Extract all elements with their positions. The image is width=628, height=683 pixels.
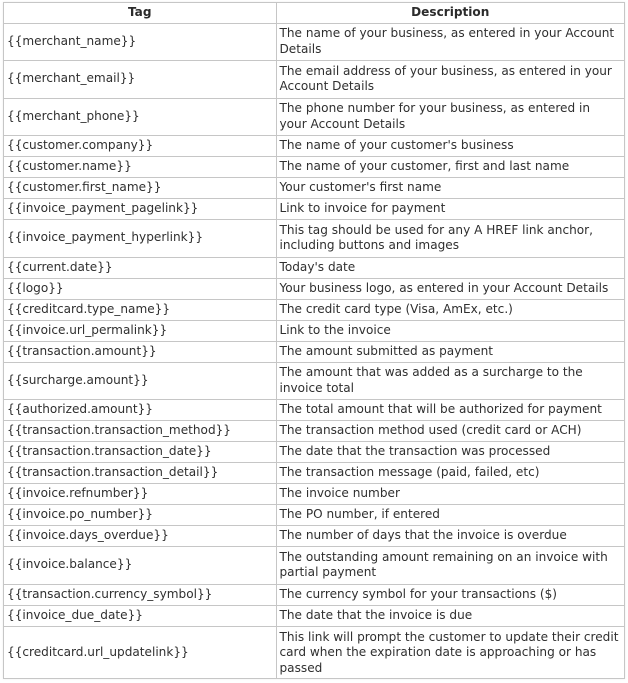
tag-cell: {{invoice.balance}}	[4, 547, 276, 585]
table-row	[4, 463, 624, 484]
tag-cell: {{current.date}}	[4, 257, 276, 278]
description-cell: The PO number, if entered	[276, 505, 624, 526]
description-cell: Today's date	[276, 257, 624, 278]
tag-cell: {{customer.name}}	[4, 157, 276, 178]
table-row	[4, 157, 624, 178]
table-row	[4, 584, 624, 605]
description-cell: The transaction message (paid, failed, etc)	[276, 463, 624, 484]
tag-cell: {{invoice.refnumber}}	[4, 484, 276, 505]
table-row	[4, 61, 624, 99]
tag-cell: {{invoice.days_overdue}}	[4, 526, 276, 547]
tag-cell: {{customer.first_name}}	[4, 178, 276, 199]
table-row	[4, 220, 624, 258]
description-cell: The amount that was added as a surcharge to the invoice total	[276, 362, 624, 400]
tag-cell: {{merchant_email}}	[4, 61, 276, 99]
tag-cell: {{merchant_name}}	[4, 23, 276, 61]
description-cell: This link will prompt the customer to update their credit card when the expiration date is approaching or has passed	[276, 626, 624, 679]
description-cell: The email address of your business, as entered in your Account Details	[276, 61, 624, 99]
description-cell: This tag should be used for any A HREF link anchor, including buttons and images	[276, 220, 624, 258]
tag-cell: {{creditcard.type_name}}	[4, 299, 276, 320]
tag-cell: {{invoice_payment_pagelink}}	[4, 199, 276, 220]
tag-cell: {{invoice_due_date}}	[4, 605, 276, 626]
table-row	[4, 421, 624, 442]
tag-cell: {{merchant_phone}}	[4, 98, 276, 136]
table-row	[4, 547, 624, 585]
description-cell: The currency symbol for your transactions ($)	[276, 584, 624, 605]
description-cell: The number of days that the invoice is overdue	[276, 526, 624, 547]
table-row	[4, 199, 624, 220]
tag-cell: {{logo}}	[4, 278, 276, 299]
description-cell: The outstanding amount remaining on an invoice with partial payment	[276, 547, 624, 585]
table-row	[4, 362, 624, 400]
tag-cell: {{creditcard.url_updatelink}}	[4, 626, 276, 679]
table-row	[4, 299, 624, 320]
table-row	[4, 526, 624, 547]
tag-cell: {{invoice.po_number}}	[4, 505, 276, 526]
description-cell: The transaction method used (credit card or ACH)	[276, 421, 624, 442]
description-cell: The name of your customer's business	[276, 136, 624, 157]
tag-cell: {{transaction.transaction_detail}}	[4, 463, 276, 484]
tag-cell: {{surcharge.amount}}	[4, 362, 276, 400]
table-row	[4, 136, 624, 157]
tag-cell: {{transaction.currency_symbol}}	[4, 584, 276, 605]
description-cell: The name of your business, as entered in your Account Details	[276, 23, 624, 61]
table-row	[4, 505, 624, 526]
description-cell: The date that the transaction was processed	[276, 442, 624, 463]
tag-cell: {{customer.company}}	[4, 136, 276, 157]
description-cell: The name of your customer, first and last name	[276, 157, 624, 178]
column-header-description: Description	[276, 3, 624, 23]
description-cell: The credit card type (Visa, AmEx, etc.)	[276, 299, 624, 320]
description-cell: The phone number for your business, as entered in your Account Details	[276, 98, 624, 136]
tag-cell: {{invoice_payment_hyperlink}}	[4, 220, 276, 258]
tag-cell: {{transaction.transaction_date}}	[4, 442, 276, 463]
description-cell: Your customer's first name	[276, 178, 624, 199]
table-row	[4, 605, 624, 626]
column-header-tag: Tag	[4, 3, 276, 23]
table-row	[4, 442, 624, 463]
description-cell: The invoice number	[276, 484, 624, 505]
description-cell: Link to invoice for payment	[276, 199, 624, 220]
tag-cell: {{transaction.transaction_method}}	[4, 421, 276, 442]
description-cell: The amount submitted as payment	[276, 341, 624, 362]
description-cell: The total amount that will be authorized for payment	[276, 400, 624, 421]
table-row	[4, 98, 624, 136]
table-row	[4, 278, 624, 299]
table-row	[4, 626, 624, 679]
table-row	[4, 341, 624, 362]
tag-reference-table	[4, 3, 624, 679]
tag-cell: {{authorized.amount}}	[4, 400, 276, 421]
tag-cell: {{invoice.url_permalink}}	[4, 320, 276, 341]
description-cell: Link to the invoice	[276, 320, 624, 341]
table-row	[4, 257, 624, 278]
table-row	[4, 178, 624, 199]
description-cell: The date that the invoice is due	[276, 605, 624, 626]
table-row	[4, 320, 624, 341]
tag-reference-table-container	[3, 2, 625, 679]
table-row	[4, 23, 624, 61]
tag-cell: {{transaction.amount}}	[4, 341, 276, 362]
table-row	[4, 484, 624, 505]
table-row	[4, 400, 624, 421]
description-cell: Your business logo, as entered in your Account Details	[276, 278, 624, 299]
table-header-row	[4, 3, 624, 23]
